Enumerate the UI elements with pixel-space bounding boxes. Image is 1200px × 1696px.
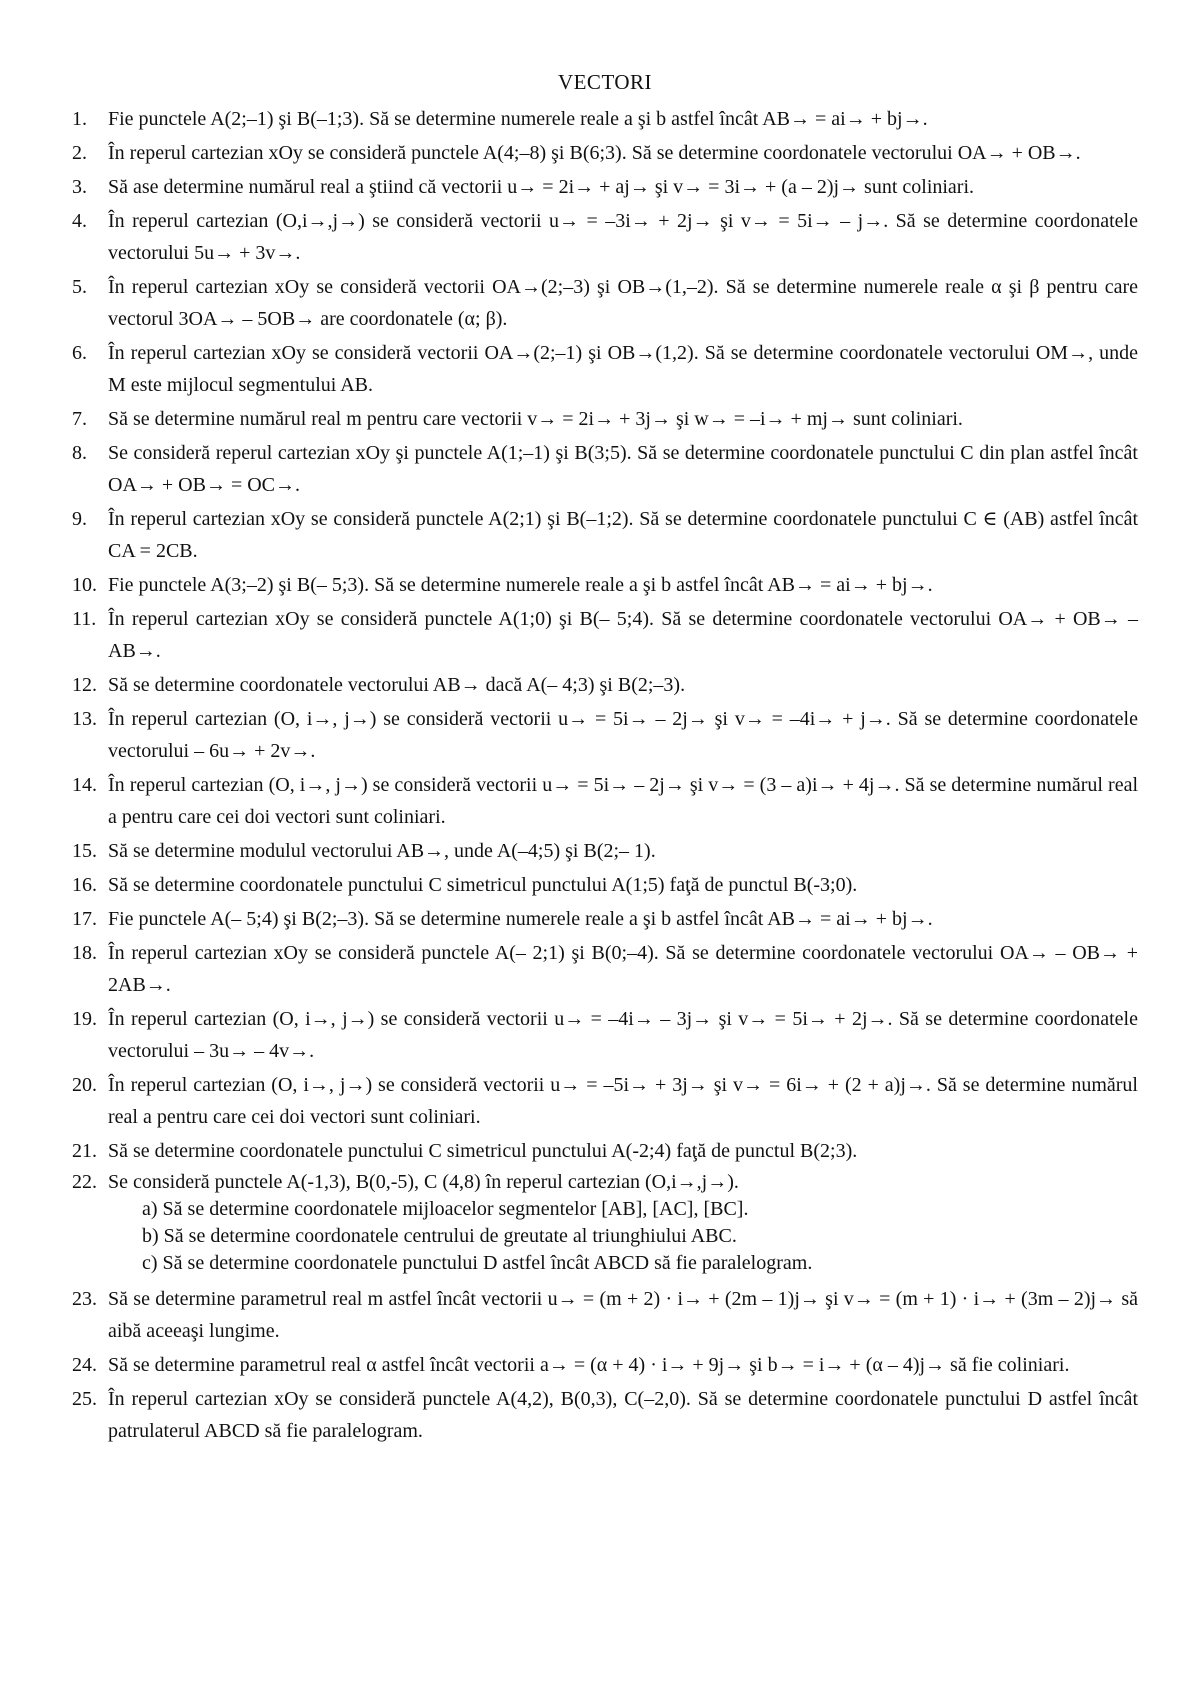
- problem-list: [72, 103, 1138, 1447]
- problem-number: 19.: [72, 1008, 97, 1030]
- problem-number: 4.: [72, 210, 87, 232]
- problem-6: [72, 337, 1138, 401]
- problem-14: [72, 769, 1138, 833]
- subproblem-a: a) Să se determine coordonatele mijloacelor segmentelor [AB], [AC], [BC].: [142, 1198, 749, 1220]
- problem-text: În reperul cartezian xOy se consideră vectorii OA→(2;–3) şi OB→(1,–2). Să se determine numerele reale α şi β pentru care vectorul 3OA→ – 5OB→ are coordonatele (α; β).: [108, 276, 1138, 330]
- problem-number: 18.: [72, 942, 97, 964]
- page-title: VECTORI: [557, 70, 653, 94]
- problem-number: 7.: [72, 408, 87, 430]
- problem-text: În reperul cartezian xOy se consideră punctele A(4;–8) şi B(6;3). Să se determine coordonatele vectorului OA→ + OB→.: [108, 142, 1081, 164]
- problem-number: 8.: [72, 442, 87, 464]
- problem-text: În reperul cartezian xOy se consideră punctele A(2;1) şi B(–1;2). Să se determine coordonatele punctului C ∈ (AB) astfel încât CA = 2CB.: [108, 508, 1138, 562]
- problem-21: [72, 1135, 1138, 1167]
- problem-number: 11.: [72, 608, 97, 630]
- problem-number: 22.: [72, 1171, 97, 1193]
- problem-text: Să se determine coordonatele vectorului AB→ dacă A(– 4;3) şi B(2;–3).: [108, 674, 686, 696]
- problem-24: [72, 1349, 1138, 1381]
- problem-number: 16.: [72, 874, 97, 896]
- problem-text: În reperul cartezian xOy se consideră punctele A(– 2;1) şi B(0;–4). Să se determine coordonatele vectorului OA→ – OB→ + 2AB→.: [108, 942, 1138, 996]
- problem-20: [72, 1069, 1138, 1133]
- problem-text: Fie punctele A(3;–2) şi B(– 5;3). Să se determine numerele reale a şi b astfel încât AB→ = ai→ + bj→.: [108, 574, 933, 596]
- problem-number: 20.: [72, 1074, 97, 1096]
- problem-text: În reperul cartezian (O, i→, j→) se consideră vectorii u→ = 5i→ – 2j→ şi v→ = –4i→ + j→. Să se determine coordonatele vectorului – 6u→ + 2v→.: [108, 708, 1138, 762]
- problem-number: 9.: [72, 508, 87, 530]
- problem-number: 2.: [72, 142, 87, 164]
- problem-text: Să se determine numărul real m pentru care vectorii v→ = 2i→ + 3j→ şi w→ = –i→ + mj→ sunt coliniari.: [108, 408, 963, 430]
- problem-17: [72, 903, 1138, 935]
- problem-18: [72, 937, 1138, 1001]
- problem-number: 3.: [72, 176, 87, 198]
- problem-4: [72, 205, 1138, 269]
- problem-text: În reperul cartezian xOy se consideră vectorii OA→(2;–1) şi OB→(1,2). Să se determine coordonatele vectorului OM→, unde M este mijlocul segmentului AB.: [108, 342, 1138, 396]
- problem-number: 10.: [72, 574, 97, 596]
- problem-12: [72, 669, 1138, 701]
- problem-16: [72, 869, 1138, 901]
- problem-25: [72, 1383, 1138, 1447]
- problem-text: În reperul cartezian (O, i→, j→) se consideră vectorii u→ = –5i→ + 3j→ şi v→ = 6i→ + (2 + a)j→. Să se determine numărul real a pentru care cei doi vectori sunt coliniari.: [108, 1074, 1138, 1128]
- problem-text: Să se determine coordonatele punctului C simetricul punctului A(1;5) faţă de punctul B(-3;0).: [108, 874, 858, 896]
- problem-number: 14.: [72, 774, 97, 796]
- problem-15: [72, 835, 1138, 867]
- problem-3: [72, 171, 1138, 203]
- problem-text: În reperul cartezian (O, i→, j→) se consideră vectorii u→ = 5i→ – 2j→ şi v→ = (3 – a)i→ + 4j→. Să se determine numărul real a pentru care cei doi vectori sunt coliniari.: [108, 774, 1138, 828]
- problem-2: [72, 137, 1138, 169]
- problem-19: [72, 1003, 1138, 1067]
- problem-number: 1.: [72, 108, 87, 130]
- problem-text: Să ase determine numărul real a ştiind că vectorii u→ = 2i→ + aj→ şi v→ = 3i→ + (a – 2)j→ sunt coliniari.: [108, 176, 975, 198]
- problem-10: [72, 569, 1138, 601]
- problem-11: [72, 603, 1138, 667]
- problem-text: Să se determine parametrul real m astfel încât vectorii u→ = (m + 2) · i→ + (2m – 1)j→ şi v→ = (m + 1) · i→ + (3m – 2)j→ să aibă aceeaşi lungime.: [108, 1288, 1138, 1342]
- problem-number: 21.: [72, 1140, 97, 1162]
- problem-text: Să se determine parametrul real α astfel încât vectorii a→ = (α + 4) · i→ + 9j→ şi b→ = i→ + (α – 4)j→ să fie coliniari.: [108, 1354, 1070, 1376]
- problem-number: 12.: [72, 674, 97, 696]
- problem-number: 24.: [72, 1354, 97, 1376]
- problem-text: În reperul cartezian xOy se consideră punctele A(4,2), B(0,3), C(–2,0). Să se determine coordonatele punctului D astfel încât patrulaterul ABCD să fie paralelogram.: [108, 1388, 1138, 1442]
- problem-text: Să se determine coordonatele punctului C simetricul punctului A(-2;4) faţă de punctul B(2;3).: [108, 1140, 858, 1162]
- problem-text: În reperul cartezian (O, i→, j→) se consideră vectorii u→ = –4i→ – 3j→ şi v→ = 5i→ + 2j→. Să se determine coordonatele vectorului – 3u→ – 4v→.: [108, 1008, 1138, 1062]
- problem-number: 17.: [72, 908, 97, 930]
- problem-text: Se consideră reperul cartezian xOy şi punctele A(1;–1) şi B(3;5). Să se determine coordonatele punctului C din plan astfel încât OA→ + OB→ = OC→.: [108, 442, 1138, 496]
- problem-13: [72, 703, 1138, 767]
- problem-number: 5.: [72, 276, 87, 298]
- problem-7: [72, 403, 1138, 435]
- problem-number: 15.: [72, 840, 97, 862]
- problem-5: [72, 271, 1138, 335]
- problem-number: 25.: [72, 1388, 97, 1410]
- subproblem-b: b) Să se determine coordonatele centrului de greutate al triunghiului ABC.: [142, 1225, 737, 1247]
- problem-22: [72, 1169, 1138, 1277]
- problem-9: [72, 503, 1138, 567]
- subproblem-c: c) Să se determine coordonatele punctului D astfel încât ABCD să fie paralelogram.: [142, 1252, 813, 1274]
- problem-text: Fie punctele A(2;–1) şi B(–1;3). Să se determine numerele reale a şi b astfel încât AB→ = ai→ + bj→.: [108, 108, 928, 130]
- problem-text: În reperul cartezian xOy se consideră punctele A(1;0) şi B(– 5;4). Să se determine coordonatele vectorului OA→ + OB→ – AB→.: [108, 608, 1138, 662]
- problem-text: Fie punctele A(– 5;4) şi B(2;–3). Să se determine numerele reale a şi b astfel încât AB→ = ai→ + bj→.: [108, 908, 933, 930]
- problem-8: [72, 437, 1138, 501]
- problem-23: [72, 1283, 1138, 1347]
- problem-text: În reperul cartezian (O,i→,j→) se consideră vectorii u→ = –3i→ + 2j→ şi v→ = 5i→ – j→. Să se determine coordonatele vectorului 5u→ + 3v→.: [108, 210, 1138, 264]
- problem-number: 6.: [72, 342, 87, 364]
- problem-number: 13.: [72, 708, 97, 730]
- problem-text: Se consideră punctele A(-1,3), B(0,-5), C (4,8) în reperul cartezian (O,i→,j→).: [108, 1171, 739, 1193]
- problem-1: [72, 103, 1138, 135]
- problem-text: Să se determine modulul vectorului AB→, unde A(–4;5) şi B(2;– 1).: [108, 840, 656, 862]
- problem-number: 23.: [72, 1288, 97, 1310]
